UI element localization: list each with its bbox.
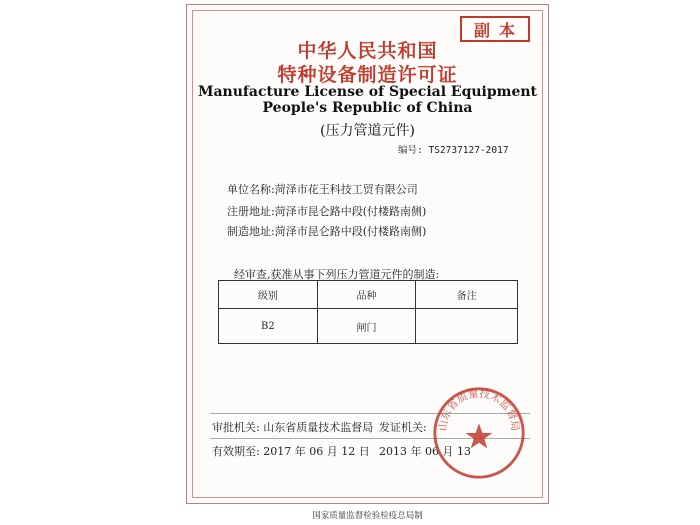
header-grade: 级别 [219,281,318,309]
field-registered-address [227,203,426,219]
title-cn-line1: 中华人民共和国 [297,40,438,62]
cell-variety: 闸门 [317,309,416,344]
table-header-row [219,281,518,309]
header-variety: 品种 [317,281,416,309]
field-company-name [227,181,418,197]
title-cn-line2: 特种设备制造许可证 [277,64,458,86]
number-value: TS2737127-2017 [428,145,509,156]
grade-table [218,280,518,344]
official-seal-icon [431,385,527,481]
title-en-line2: People's Republic of China [262,100,473,116]
field-value: 菏泽市花王科技工贸有限公司 [274,183,418,196]
cell-remarks [416,309,518,344]
seal-text: 山东省质量技术监督局 [437,387,521,432]
number-label: 编号: [398,145,423,156]
field-label: 注册地址: [227,205,275,218]
issue-date-value: 2013 年 06 月 13 [379,445,471,458]
header-remarks: 备注 [416,281,518,309]
cell-grade: B2 [219,309,318,344]
field-manufacturing-address [227,223,426,239]
validity-value: 2017 年 06 月 12 日 [263,445,370,458]
field-label: 单位名称: [227,183,275,196]
table-row [219,309,518,344]
title-en-line1: Manufacture License of Special Equipment [197,84,538,100]
subtitle: (压力管道元件) [320,123,415,139]
validity-label: 有效期至: [212,445,260,458]
approval-org-label: 审批机关: [212,421,260,434]
approval-org-value: 山东省质量技术监督局 [263,421,374,434]
approval-org [212,419,373,435]
copy-stamp: 副本 [460,16,530,42]
approval-intro: 经审查,获准从事下列压力管道元件的制造: [234,268,440,281]
validity [212,443,370,459]
field-value: 菏泽市昆仑路中段(付楼路南侧) [274,205,427,218]
field-label: 制造地址: [227,225,275,238]
issue-org-label: 发证机关: [379,421,427,434]
footer-issuer: 国家质量监督检验检疫总局制 [312,511,423,521]
license-number [398,142,509,156]
field-value: 菏泽市昆仑路中段(付楼路南侧) [274,225,427,238]
